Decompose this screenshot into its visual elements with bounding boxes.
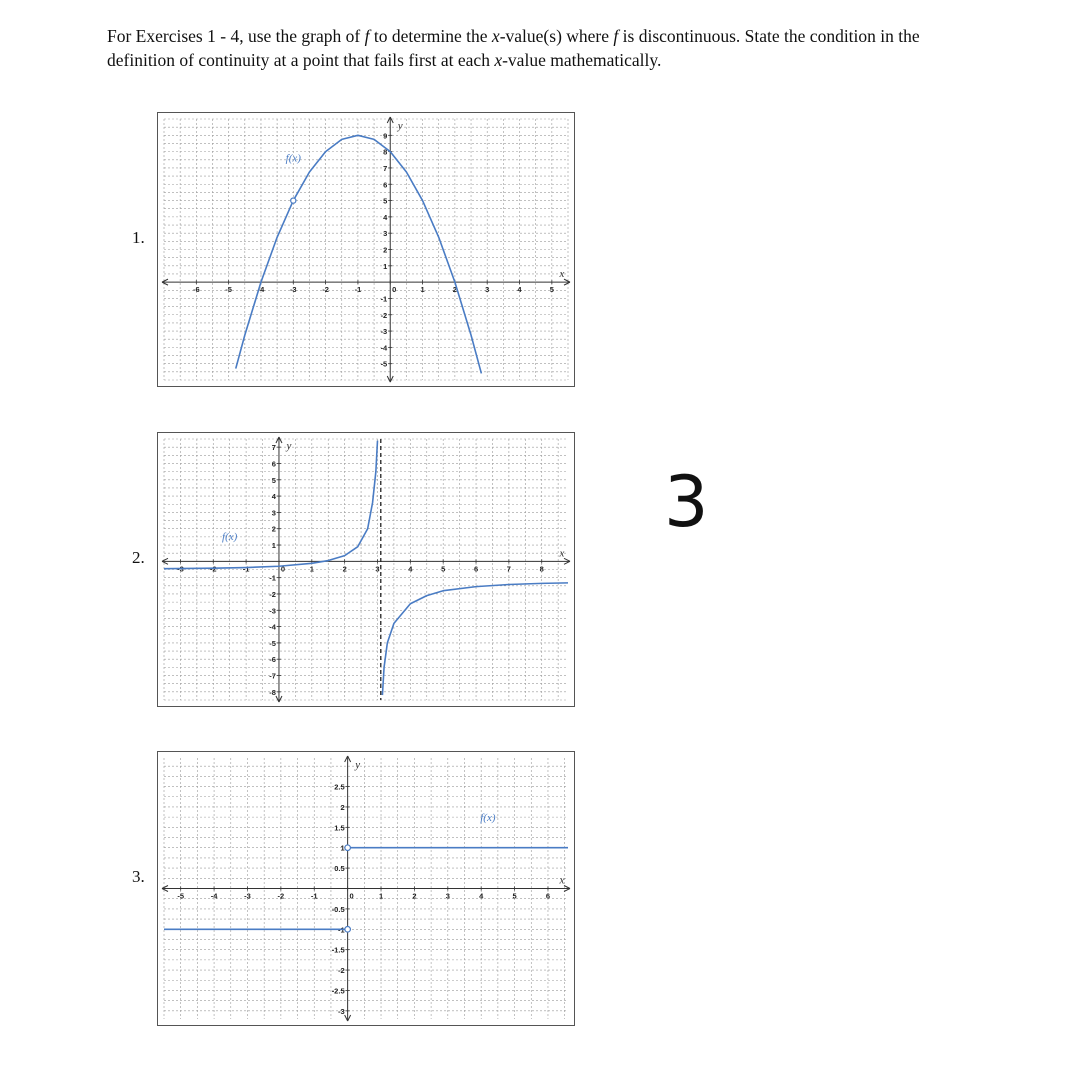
graph-3-svg: [158, 752, 574, 1025]
function-curve: [236, 135, 482, 373]
x-tick-label: 3: [485, 285, 490, 295]
x-axis-label: x: [559, 268, 565, 281]
y-tick-label: -2: [269, 589, 276, 599]
function-label: f(x): [480, 812, 496, 825]
x-tick-label: 7: [506, 564, 511, 574]
x-tick-label: -1: [242, 564, 250, 574]
x-axis-label: x: [559, 547, 565, 560]
x-tick-label: 2: [342, 564, 347, 574]
exercise-number-2: 2.: [132, 548, 145, 567]
y-tick-label: -2: [337, 966, 345, 976]
y-tick-label: 1: [340, 843, 345, 853]
y-tick-label: -7: [269, 671, 276, 681]
x-tick-label: 2: [452, 285, 457, 295]
y-tick-label: 2: [271, 524, 276, 534]
x-tick-label: 0: [392, 285, 397, 295]
y-tick-label: 7: [271, 443, 276, 453]
exercise-instructions: [107, 24, 987, 72]
x-tick-label: 8: [539, 564, 544, 574]
instructions-var-x: x: [494, 50, 503, 70]
x-tick-label: 1: [420, 285, 425, 295]
x-tick-label: 6: [473, 564, 479, 574]
x-tick-label: -6: [192, 285, 200, 295]
x-tick-label: -2: [322, 285, 329, 295]
x-tick-label: 4: [408, 564, 413, 574]
instructions-text-2: to determine the: [369, 26, 492, 46]
x-tick-label: 3: [375, 564, 380, 574]
y-tick-label: 1: [271, 541, 276, 551]
y-tick-label: 5: [271, 475, 276, 485]
x-tick-label: -4: [257, 285, 265, 295]
y-tick-label: -1.5: [331, 945, 345, 955]
axes: [162, 756, 570, 1021]
y-tick-label: -4: [380, 343, 388, 353]
y-tick-label: -5: [380, 359, 388, 369]
x-tick-label: 0: [349, 891, 354, 901]
x-tick-label: 0: [280, 564, 286, 574]
y-axis-label: y: [397, 120, 403, 132]
open-point-hole: [291, 198, 296, 203]
graph-exercise-2: [157, 432, 575, 707]
y-tick-label: -3: [337, 1006, 345, 1016]
y-tick-label: 1: [383, 261, 388, 271]
curve-left-branch: [164, 441, 377, 569]
function-label: f(x): [222, 531, 238, 544]
y-tick-label: 1.5: [334, 823, 345, 833]
y-axis-label: y: [286, 440, 292, 452]
x-tick-label: 4: [479, 891, 484, 901]
y-tick-label: 2.5: [334, 782, 345, 792]
y-tick-label: -1: [269, 573, 276, 583]
x-tick-label: -4: [210, 891, 218, 901]
grid-lines: [164, 119, 568, 380]
y-tick-label: 2: [340, 802, 345, 812]
instructions-var-f: f: [613, 26, 619, 46]
y-tick-label: -0.5: [331, 904, 345, 914]
y-tick-label: -6: [269, 655, 276, 665]
x-axis-label: x: [559, 874, 565, 887]
open-endpoint: [345, 926, 351, 932]
instructions-var-f: f: [364, 26, 370, 46]
x-tick-label: 5: [441, 564, 446, 574]
y-tick-label: 2: [383, 245, 388, 255]
instructions-var-x: x: [491, 26, 500, 46]
x-tick-label: 1: [309, 564, 314, 574]
y-tick-label: 4: [383, 212, 388, 222]
x-tick-label: -1: [310, 891, 318, 901]
x-tick-label: -5: [225, 285, 232, 295]
graph-exercise-3: [157, 751, 575, 1026]
y-tick-label: 8: [383, 147, 388, 157]
x-tick-label: 5: [549, 285, 554, 295]
y-tick-label: 5: [383, 196, 388, 206]
x-tick-label: -3: [177, 564, 184, 574]
instructions-text-1: For Exercises 1 - 4, use the graph of: [107, 26, 365, 46]
exercise-number-1: 1.: [132, 228, 145, 247]
x-tick-label: 4: [517, 285, 522, 295]
y-tick-label: -3: [380, 327, 388, 337]
y-tick-label: 7: [383, 163, 388, 173]
instructions-text-5: -value mathematically.: [502, 50, 662, 70]
x-tick-label: -2: [209, 564, 217, 574]
y-tick-label: 0.5: [334, 864, 345, 874]
open-endpoint: [345, 845, 351, 851]
x-tick-label: 3: [445, 891, 450, 901]
y-tick-label: 3: [383, 229, 388, 239]
graph-2-svg: [158, 433, 574, 706]
large-number-label: 3: [664, 461, 709, 543]
graph-1-svg: [158, 113, 574, 386]
exercise-number-3: 3.: [132, 867, 145, 886]
y-tick-label: 6: [383, 180, 388, 190]
instructions-text-4: is discontinuous. State the condition in the definition of continuity at a point that fails first at each: [107, 26, 925, 70]
y-tick-label: -8: [269, 687, 276, 697]
x-tick-label: -5: [177, 891, 185, 901]
x-tick-label: 6: [545, 891, 551, 901]
y-tick-label: -1: [380, 294, 388, 304]
y-tick-label: -5: [269, 638, 276, 648]
y-tick-label: -1: [337, 925, 345, 935]
y-tick-label: -4: [269, 622, 276, 632]
y-tick-label: 3: [271, 508, 276, 518]
function-label: f(x): [285, 152, 301, 165]
y-axis-label: y: [355, 759, 361, 771]
x-tick-label: 2: [412, 891, 417, 901]
x-tick-label: 5: [512, 891, 517, 901]
y-tick-label: -2.5: [331, 986, 345, 996]
x-tick-label: 1: [378, 891, 384, 901]
y-tick-label: 6: [271, 459, 276, 469]
graph-exercise-1: [157, 112, 575, 387]
y-tick-label: 9: [383, 131, 388, 141]
y-tick-label: -3: [269, 606, 276, 616]
x-tick-label: -1: [354, 285, 362, 295]
x-tick-label: -3: [244, 891, 251, 901]
instructions-text-3: -value(s) where: [499, 26, 614, 46]
x-tick-label: -3: [289, 285, 297, 295]
x-tick-label: -2: [277, 891, 285, 901]
y-tick-label: -2: [380, 310, 388, 320]
y-tick-label: 4: [271, 492, 276, 502]
